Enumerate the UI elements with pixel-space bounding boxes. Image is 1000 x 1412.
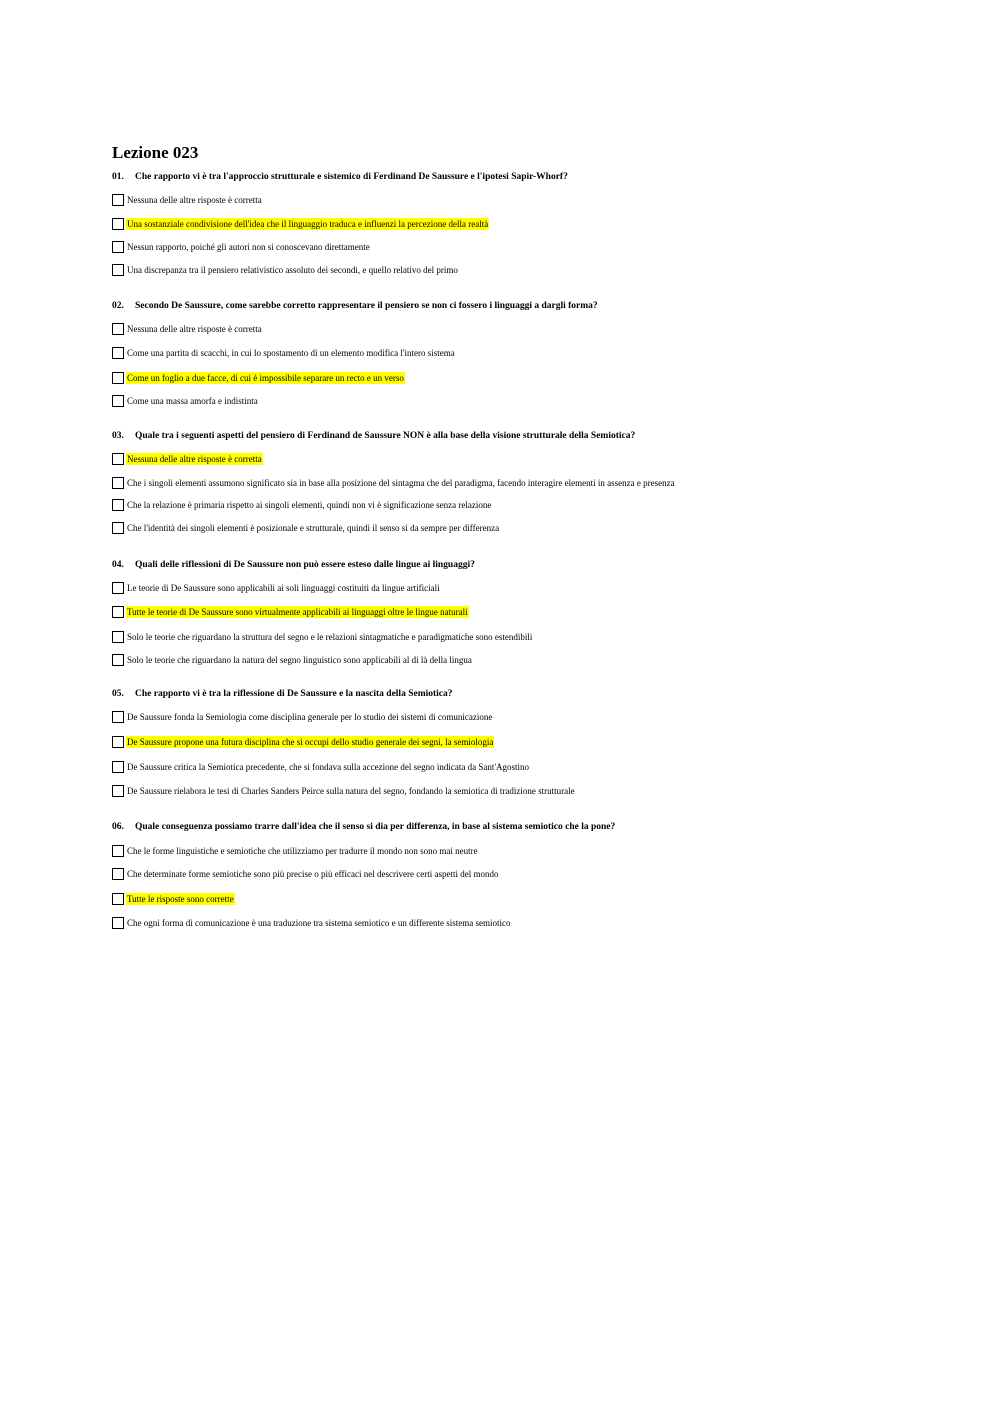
answer-option[interactable] — [112, 916, 511, 930]
question-heading — [112, 430, 635, 442]
answer-text: Che i singoli elementi assumono significato sia in base alla posizione del sintagma che del paradigma, facendo interagire elementi in assenza e presenza — [127, 478, 675, 488]
answer-checkbox[interactable] — [112, 654, 124, 666]
question-heading — [112, 688, 453, 700]
answer-text: Come una partita di scacchi, in cui lo spostamento di un elemento modifica l'intero sistema — [127, 348, 455, 358]
answer-text: Nessuna delle altre risposte è corretta — [127, 324, 262, 334]
question-number: 04. — [112, 560, 124, 570]
question-text: Che rapporto vi è tra l'approccio strutturale e sistemico di Ferdinand De Saussure e l'ipotesi Sapir-Whorf? — [135, 172, 568, 182]
answer-option-highlighted[interactable] — [112, 892, 235, 906]
answer-option[interactable] — [112, 476, 676, 490]
answer-checkbox[interactable] — [112, 477, 124, 489]
answer-option-highlighted[interactable] — [112, 735, 494, 749]
question-number: 05. — [112, 689, 124, 699]
answer-text: Tutte le risposte sono corrette — [127, 894, 234, 904]
answer-checkbox[interactable] — [112, 917, 124, 929]
answer-option-highlighted[interactable] — [112, 452, 263, 466]
question-text: Secondo De Saussure, come sarebbe corretto rappresentare il pensiero se non ci fossero i linguaggi a dargli forma? — [135, 301, 598, 311]
answer-option[interactable] — [112, 844, 479, 858]
answer-checkbox[interactable] — [112, 785, 124, 797]
answer-option[interactable] — [112, 263, 459, 277]
answer-checkbox[interactable] — [112, 323, 124, 335]
answer-checkbox[interactable] — [112, 761, 124, 773]
answer-option[interactable] — [112, 498, 492, 512]
answer-checkbox[interactable] — [112, 395, 124, 407]
question-text: Quale tra i seguenti aspetti del pensiero di Ferdinand de Saussure NON è alla base della visione strutturale della Semiotica? — [135, 431, 636, 441]
answer-option[interactable] — [112, 653, 473, 667]
answer-text: Solo le teorie che riguardano la natura del segno linguistico sono applicabili al di là della lingua — [127, 655, 472, 665]
answer-text: Che le forme linguistiche e semiotiche che utilizziamo per tradurre il mondo non sono mai neutre — [127, 846, 478, 856]
answer-checkbox[interactable] — [112, 582, 124, 594]
answer-checkbox[interactable] — [112, 711, 124, 723]
answer-text: Che la relazione è primaria rispetto ai singoli elementi, quindi non vi è significazione senza relazione — [127, 500, 492, 510]
answer-text: Che l'identità dei singoli elementi è posizionale e strutturale, quindi il senso si da sempre per differenza — [127, 523, 500, 533]
answer-text: Che determinate forme semiotiche sono più precise o più efficaci nel descrivere certi aspetti del mondo — [127, 869, 499, 879]
answer-text: Una discrepanza tra il pensiero relativistico assoluto dei secondi, e quello relativo del primo — [127, 265, 458, 275]
answer-option[interactable] — [112, 521, 500, 535]
answer-text: Che ogni forma di comunicazione è una traduzione tra sistema semiotico e un differente sistema semiotico — [127, 918, 511, 928]
page-title: Lezione 023 — [112, 143, 199, 162]
answer-checkbox[interactable] — [112, 868, 124, 880]
answer-text: Solo le teorie che riguardano la struttura del segno e le relazioni sintagmatiche e paradigmatiche sono estendibili — [127, 632, 533, 642]
answer-text: Nessun rapporto, poiché gli autori non si conoscevano direttamente — [127, 242, 370, 252]
answer-option[interactable] — [112, 193, 263, 207]
answer-checkbox[interactable] — [112, 736, 124, 748]
question-text: Che rapporto vi è tra la riflessione di De Saussure e la nascita della Semiotica? — [135, 689, 453, 699]
answer-checkbox[interactable] — [112, 372, 124, 384]
answer-text: Le teorie di De Saussure sono applicabili ai soli linguaggi costituiti da lingue artificiali — [127, 583, 440, 593]
answer-checkbox[interactable] — [112, 264, 124, 276]
answer-checkbox[interactable] — [112, 522, 124, 534]
answer-text: De Saussure propone una futura disciplina che si occupi dello studio generale dei segni, la semiologia — [127, 737, 494, 747]
question-heading — [112, 300, 598, 312]
question-text: Quale conseguenza possiamo trarre dall'idea che il senso si dia per differenza, in base al sistema semiotico che la pone? — [135, 822, 616, 832]
answer-option[interactable] — [112, 581, 441, 595]
answer-checkbox[interactable] — [112, 347, 124, 359]
answer-text: De Saussure critica la Semiotica precedente, che si fondava sulla accezione del segno indicata da Sant'Agostino — [127, 762, 529, 772]
answer-text: Come un foglio a due facce, di cui è impossibile separare un recto e un verso — [127, 373, 404, 383]
answer-option-highlighted[interactable] — [112, 371, 405, 385]
answer-text: Nessuna delle altre risposte è corretta — [127, 195, 262, 205]
answer-option[interactable] — [112, 784, 576, 798]
answer-option[interactable] — [112, 630, 533, 644]
answer-text: De Saussure fonda la Semiologia come disciplina generale per lo studio dei sistemi di comunicazione — [127, 712, 493, 722]
answer-option[interactable] — [112, 710, 493, 724]
question-heading — [112, 171, 568, 183]
answer-text: Una sostanziale condivisione dell'idea che il linguaggio traduca e influenzi la percezione della realtà — [127, 219, 489, 229]
answer-checkbox[interactable] — [112, 606, 124, 618]
question-number: 02. — [112, 301, 124, 311]
answer-option[interactable] — [112, 760, 530, 774]
question-number: 03. — [112, 431, 124, 441]
answer-option-highlighted[interactable] — [112, 217, 489, 231]
answer-text: De Saussure rielabora le tesi di Charles Sanders Peirce sulla natura del segno, fondando la semiotica di tradizione strutturale — [127, 786, 575, 796]
answer-option[interactable] — [112, 322, 263, 336]
answer-checkbox[interactable] — [112, 893, 124, 905]
answer-option[interactable] — [112, 346, 456, 360]
answer-option[interactable] — [112, 240, 371, 254]
answer-checkbox[interactable] — [112, 194, 124, 206]
answer-checkbox[interactable] — [112, 845, 124, 857]
question-number: 06. — [112, 822, 124, 832]
answer-checkbox[interactable] — [112, 631, 124, 643]
question-heading — [112, 821, 615, 833]
answer-text: Nessuna delle altre risposte è corretta — [127, 454, 262, 464]
question-heading — [112, 559, 475, 571]
answer-text: Tutte le teorie di De Saussure sono virtualmente applicabili ai linguaggi oltre le lingue naturali — [127, 607, 468, 617]
answer-checkbox[interactable] — [112, 241, 124, 253]
answer-option-highlighted[interactable] — [112, 605, 469, 619]
answer-checkbox[interactable] — [112, 499, 124, 511]
answer-text: Come una massa amorfa e indistinta — [127, 396, 258, 406]
answer-checkbox[interactable] — [112, 218, 124, 230]
answer-checkbox[interactable] — [112, 453, 124, 465]
question-text: Quali delle riflessioni di De Saussure non può essere esteso dalle lingue ai linguaggi? — [135, 560, 475, 570]
answer-option[interactable] — [112, 394, 259, 408]
answer-option[interactable] — [112, 867, 499, 881]
question-number: 01. — [112, 172, 124, 182]
